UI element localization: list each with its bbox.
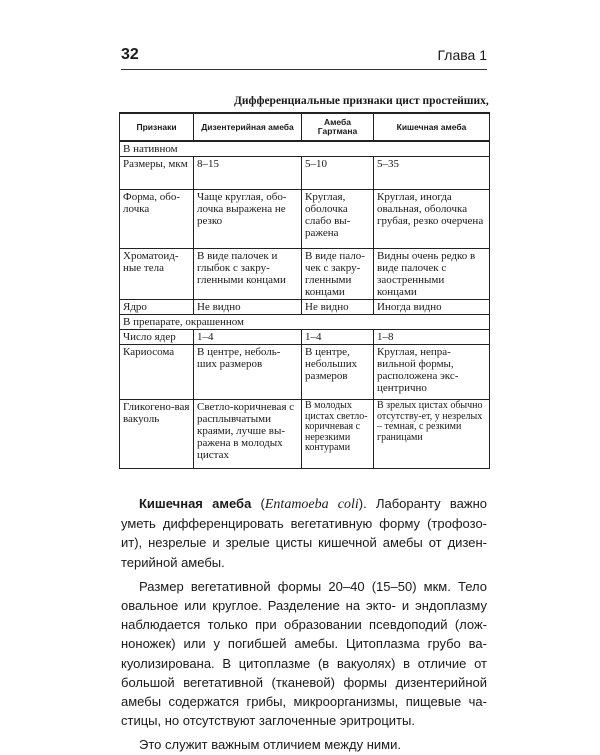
cell-dysentery: Чаще круглая, обо-лочка выражена не резко — [194, 190, 302, 249]
latin-name: Entamoeba coli — [264, 497, 359, 512]
col-header-feature: Признаки — [120, 113, 194, 141]
page-number: 32 — [121, 46, 139, 63]
row-label: Размеры, мкм — [120, 157, 194, 190]
row-label: Число ядер — [120, 330, 194, 345]
cell-intestinal: 5–35 — [374, 157, 490, 190]
cell-hartmann: В виде пало-чек с закру-гленными концами — [302, 249, 374, 300]
running-header — [121, 46, 487, 66]
section-row-native — [120, 141, 490, 157]
body-text — [121, 494, 487, 755]
section-label-stained: В препарате, окрашенном — [120, 315, 490, 330]
col-header-intestinal-amoeba: Кишечная амеба — [374, 113, 490, 141]
cell-hartmann: 5–10 — [302, 157, 374, 190]
term-intestinal-amoeba: Кишечная амеба — [139, 496, 252, 511]
table-row — [120, 249, 490, 300]
header-divider — [121, 69, 487, 70]
table-title: Дифференциальные признаки цист простейших, — [234, 95, 489, 107]
paragraph-vegetative-form: Размер вегетативной формы 20–40 (15–50) мкм. Тело овальное или круглое. Разделение на экто- и эндоплазму наблюдается только при образовании псевдоподий (лож-ноножек) или у погибшей амебы. Цитоплазма грубо ва-куолизирована. В цитоплазме (в вакуолях) в отличие от большой вегетативной (тканевой) формы дизентерийной амебы содержатся грибы, микроорганизмы, пищевые ча-стицы, но отсутствуют заглоченные эритроциты. — [121, 578, 487, 729]
cell-dysentery: 8–15 — [194, 157, 302, 190]
cell-dysentery: Не видно — [194, 300, 302, 315]
row-label: Ядро — [120, 300, 194, 315]
table-row — [120, 190, 490, 249]
paragraph-conclusion: Это служит важным отличием между ними. — [139, 737, 401, 753]
row-label: Гликогено-вая вакуоль — [120, 400, 194, 469]
cyst-differential-table — [119, 112, 490, 469]
cell-dysentery: В виде палочек и глыбок с закру-гленными концами — [194, 249, 302, 300]
table-row — [120, 157, 490, 190]
cell-intestinal: Круглая, иногда овальная, оболочка грубая, резко очерчена — [374, 190, 490, 249]
paragraph-text: ). Лаборанту важно уметь дифференцировать вегетативную форму (трофозо-ит), незрелые и зрелые цисты кишечной амебы от дизен-терийной амебы. — [121, 496, 487, 570]
col-header-hartmann-amoeba: Амеба Гартмана — [302, 113, 374, 141]
cell-dysentery: В центре, неболь-ших размеров — [194, 345, 302, 400]
cell-hartmann: В центре, небольших размеров — [302, 345, 374, 400]
cell-intestinal: В зрелых цистах обычно отсутству-ет, у незрелых – темная, с резкими границами — [374, 400, 490, 469]
cell-intestinal: 1–8 — [374, 330, 490, 345]
row-label: Форма, обо-лочка — [120, 190, 194, 249]
cell-dysentery: Светло-коричневая с расплывчатыми краями, лучше вы-ражена в молодых цистах — [194, 400, 302, 469]
row-label: Хроматоид-ные тела — [120, 249, 194, 300]
chapter-title: Глава 1 — [437, 47, 487, 63]
paragraph-intestinal-amoeba — [121, 494, 487, 572]
table-row — [120, 345, 490, 400]
cell-hartmann: В молодых цистах светло-коричневая с нерезкими контурами — [302, 400, 374, 469]
cell-hartmann: 1–4 — [302, 330, 374, 345]
cell-hartmann: Не видно — [302, 300, 374, 315]
section-label-native: В нативном — [120, 141, 490, 157]
col-header-dysentery-amoeba: Дизентерийная амеба — [194, 113, 302, 141]
table-row — [120, 400, 490, 469]
cell-intestinal: Видны очень редко в виде палочек с заостренными концами — [374, 249, 490, 300]
row-label: Кариосома — [120, 345, 194, 400]
table-row — [120, 330, 490, 345]
cell-hartmann: Круглая, оболочка слабо вы-ражена — [302, 190, 374, 249]
cell-intestinal: Иногда видно — [374, 300, 490, 315]
table-row — [120, 300, 490, 315]
section-row-stained — [120, 315, 490, 330]
cell-intestinal: Круглая, непра-вильной формы, расположена экс-центрично — [374, 345, 490, 400]
cell-dysentery: 1–4 — [194, 330, 302, 345]
open-paren: ( — [251, 496, 265, 511]
table-header-row — [120, 113, 490, 141]
